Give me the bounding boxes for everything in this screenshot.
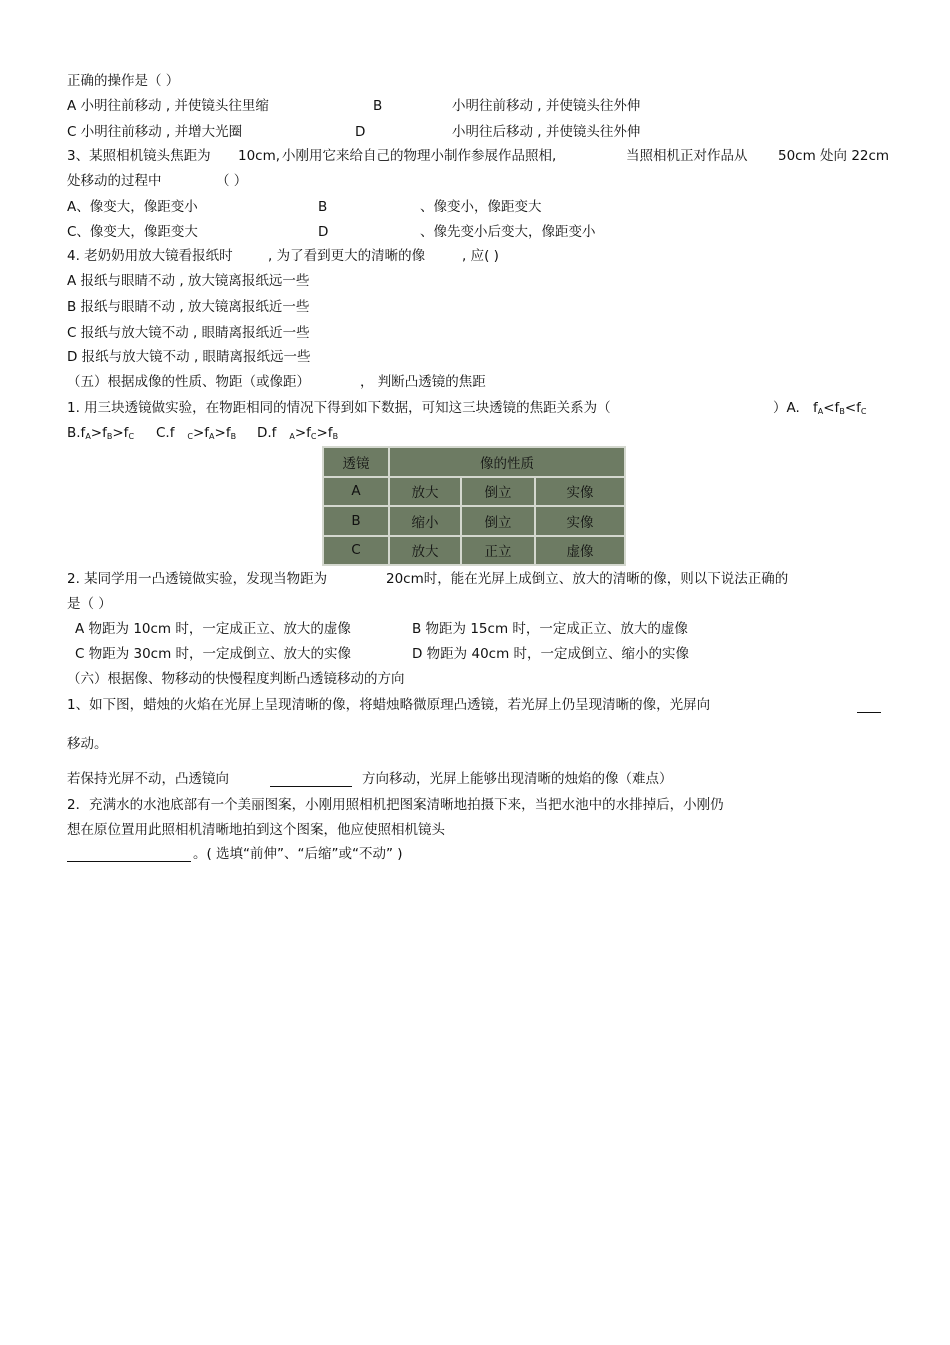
cell-size: 缩小 xyxy=(389,506,461,536)
cell-size: 放大 xyxy=(389,477,461,507)
q3-option-c: C、像变大，像距变大 xyxy=(67,224,198,240)
option-c: C 小明往前移动 , 并增大光圈 xyxy=(67,124,243,140)
q3-text-3: 小刚用它来给自己的物理小制作参展作品照相, xyxy=(282,148,557,164)
cell-kind: 实像 xyxy=(535,477,625,507)
s5-q1-option-c: C.f C>fA>fB xyxy=(156,425,237,441)
q3-answer-paren: （ ） xyxy=(216,173,248,189)
s5-q1-option-a: fA<fB<fC xyxy=(813,400,867,416)
option-d-letter: D xyxy=(355,124,366,140)
cell-size: 放大 xyxy=(389,536,461,566)
option-d: 小明往后移动 , 并使镜头往外伸 xyxy=(452,124,641,140)
q3-option-d-letter: D xyxy=(318,224,329,240)
section-5-heading-a: （五）根据成像的性质、物距（或像距） xyxy=(67,374,310,390)
q4-text-2: , 为了看到更大的清晰的像 xyxy=(268,248,426,264)
s6-q2-line-3: 。( 选填“前伸”、“后缩”或“不动” ) xyxy=(193,846,403,862)
q3-text-4: 当照相机正对作品从 xyxy=(626,148,748,164)
question-tail: 正确的操作是（ ） xyxy=(67,73,180,89)
s6-q1-line-1: 1、如下图，蜡烛的火焰在光屏上呈现清晰的像，将蜡烛略微原理凸透镜，若光屏上仍呈现清晰的像，光屏向 xyxy=(67,697,711,713)
cell-kind: 实像 xyxy=(535,506,625,536)
q4-text-3: , 应( ) xyxy=(462,248,499,264)
option-b: 小明往前移动 , 并使镜头往外伸 xyxy=(452,98,641,114)
q4-option-b: B 报纸与眼睛不动 , 放大镜离报纸近一些 xyxy=(67,299,310,315)
q4-option-d: D 报纸与放大镜不动 , 眼睛离报纸远一些 xyxy=(67,349,311,365)
s5-q2-option-a: A 物距为 10cm 时，一定成正立、放大的虚像 xyxy=(75,621,351,637)
s5-q2-option-c: C 物距为 30cm 时，一定成倒立、放大的实像 xyxy=(75,646,352,662)
table-row xyxy=(323,536,625,566)
s6-q2-line-2: 想在原位置用此照相机清晰地拍到这个图案，他应使照相机镜头 xyxy=(67,822,445,838)
q3-line-2: 处移动的过程中 xyxy=(67,173,162,189)
s6-q1-answer-blank-1[interactable] xyxy=(857,700,881,713)
cell-orientation: 正立 xyxy=(461,536,535,566)
s5-q2-option-b: B 物距为 15cm 时，一定成正立、放大的虚像 xyxy=(412,621,688,637)
option-a: A 小明往前移动 , 并使镜头往里缩 xyxy=(67,98,269,114)
s5-q1-close: ）A. xyxy=(773,400,800,416)
q4-text-1: 4. 老奶奶用放大镜看报纸时 xyxy=(67,248,233,264)
s5-q2-text-1: 2. 某同学用一凸透镜做实验，发现当物距为 xyxy=(67,571,328,587)
s6-q2-line-1: 2．充满水的水池底部有一个美丽图案，小刚用照相机把图案清晰地拍摄下来，当把水池中的水排掉后，小刚仍 xyxy=(67,797,724,813)
cell-lens: B xyxy=(323,506,389,536)
s5-q1-option-d: D.f A>fC>fB xyxy=(257,425,339,441)
q3-text-1: 3、某照相机镜头焦距为 xyxy=(67,148,211,164)
q3-option-d: 、像先变小后变大，像距变小 xyxy=(420,224,596,240)
q4-option-a: A 报纸与眼睛不动 , 放大镜离报纸远一些 xyxy=(67,273,310,289)
s5-q2-line-2: 是（ ） xyxy=(67,596,112,612)
s6-q1-line-3b: 方向移动，光屏上能够出现清晰的烛焰的像（难点） xyxy=(362,771,673,787)
q3-text-5: 50cm 处向 22cm xyxy=(778,148,890,164)
cell-orientation: 倒立 xyxy=(461,506,535,536)
cell-orientation: 倒立 xyxy=(461,477,535,507)
q3-option-b: 、像变小，像距变大 xyxy=(420,199,542,215)
cell-kind: 虚像 xyxy=(535,536,625,566)
cell-lens: A xyxy=(323,477,389,507)
s5-q2-option-d: D 物距为 40cm 时，一定成倒立、缩小的实像 xyxy=(412,646,690,662)
s5-q2-text-2: 20cm时，能在光屏上成倒立、放大的清晰的像，则以下说法正确的 xyxy=(386,571,789,587)
cell-lens: C xyxy=(323,536,389,566)
q3-option-b-letter: B xyxy=(318,199,328,215)
option-b-letter: B xyxy=(373,98,383,114)
s6-q1-line-3a: 若保持光屏不动，凸透镜向 xyxy=(67,771,229,787)
table-header-row xyxy=(323,447,625,477)
section-6-heading: （六）根据像、物移动的快慢程度判断凸透镜移动的方向 xyxy=(67,671,405,687)
s6-q2-answer-blank[interactable] xyxy=(67,849,191,862)
header-lens: 透镜 xyxy=(323,447,389,477)
s6-q1-answer-blank-2[interactable] xyxy=(270,774,352,787)
table-row xyxy=(323,506,625,536)
header-image-properties: 像的性质 xyxy=(389,447,625,477)
lens-data-table xyxy=(322,446,626,566)
q4-option-c: C 报纸与放大镜不动 , 眼睛离报纸近一些 xyxy=(67,325,310,341)
s6-q1-line-2: 移动。 xyxy=(67,736,108,752)
s5-q1-text: 1. 用三块透镜做实验，在物距相同的情况下得到如下数据，可知这三块透镜的焦距关系为（ xyxy=(67,400,611,416)
table-row xyxy=(323,477,625,507)
s5-q1-option-b: B.fA>fB>fC xyxy=(67,425,135,441)
q3-text-2: 10cm, xyxy=(238,148,281,164)
section-5-heading-b: ， 判断凸透镜的焦距 xyxy=(360,374,486,390)
q3-option-a: A、像变大，像距变小 xyxy=(67,199,198,215)
